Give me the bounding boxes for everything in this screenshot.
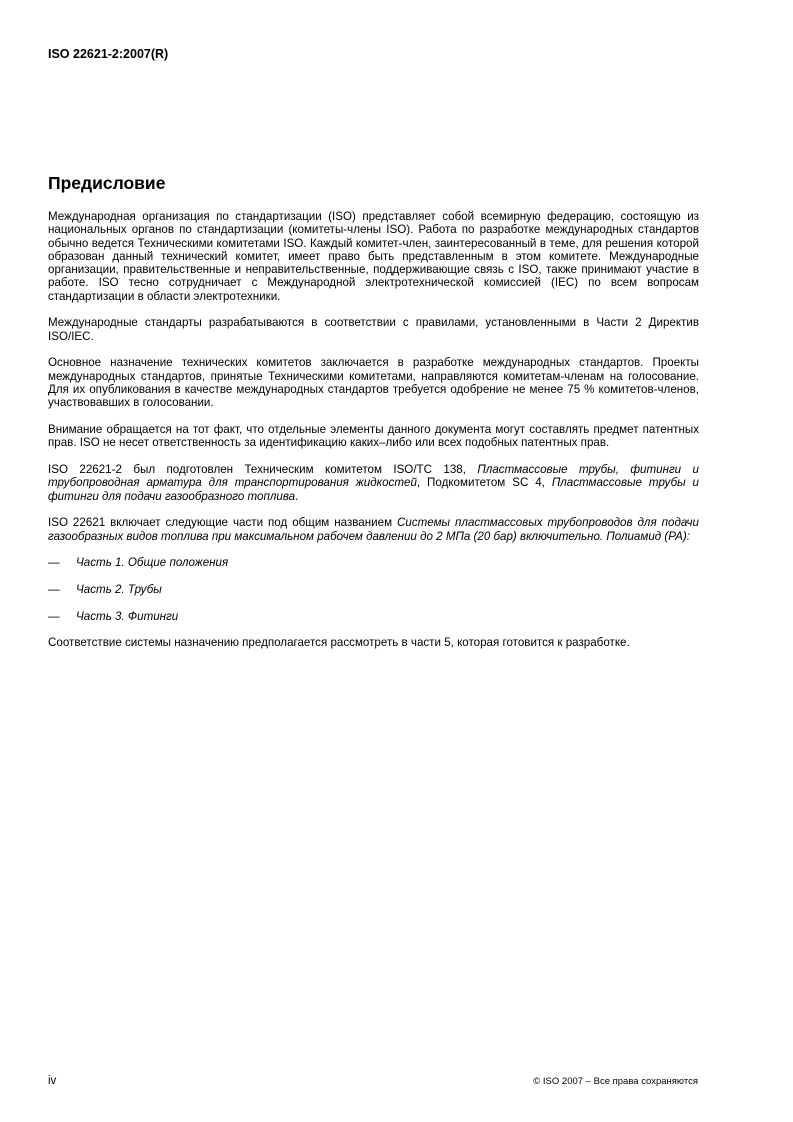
series-title: Системы пластмассовых трубопроводов для подачи газообразных видов топлива при максимальном рабочем давлении до 2 МПа (20 бар) включительно. Полиамид (PA): <box>48 516 699 543</box>
prepared-by-text-2: , Подкомитетом SC 4, <box>416 476 552 490</box>
paragraph-parts-intro <box>48 516 699 543</box>
dash-marker: — <box>48 609 60 623</box>
parts-intro-text: ISO 22621 включает следующие части под общим названием <box>48 516 398 530</box>
prepared-by-text: ISO 22621-2 был подготовлен Техническим комитетом ISO/TC 138, <box>48 463 478 477</box>
paragraph-part5: Соответствие системы назначению предполагается рассмотреть в части 5, которая готовится к разработке. <box>48 636 630 650</box>
list-item <box>48 556 699 569</box>
document-id: ISO 22621-2:2007(R) <box>48 47 169 61</box>
list-item-text: Часть 2. Трубы <box>76 582 162 596</box>
list-item <box>48 583 699 596</box>
paragraph-directives: Международные стандарты разрабатываются в соответствии с правилами, установленными в Части 2 Директив ISO/IEC. <box>48 316 699 343</box>
list-item-text: Часть 1. Общие положения <box>76 556 229 570</box>
list-item <box>48 610 699 623</box>
copyright-notice: © ISO 2007 – Все права сохраняются <box>533 1076 698 1087</box>
page-number: iv <box>48 1075 57 1087</box>
dash-marker: — <box>48 582 60 596</box>
paragraph-committees: Основное назначение технических комитетов заключается в разработке международных стандартов. Проекты международных стандартов, принятые Техническими комитетами, направляются комитетам-членам на голосование. Для их опубликования в качестве международных стандартов требуется одобрение не менее 75 % комитетов-членов, участвовавших в голосовании. <box>48 356 699 410</box>
page-title: Предисловие <box>48 173 166 193</box>
paragraph-prepared-by <box>48 463 699 503</box>
dash-marker: — <box>48 556 60 570</box>
paragraph-iso-overview: Международная организация по стандартизации (ISO) представляет собой всемирную федерацию, состоящую из национальных органов по стандартизации (комитеты-члены ISO). Работа по разработке международных стандартов обычно ведется Техническими комитетами ISO. Каждый комитет-член, заинтересованный в теме, для решения которой образован данный технический комитет, имеет право быть представленным в этом комитете. Международные организации, правительственные и неправительственные, поддерживающие связь с ISO, также принимают участие в работе. ISO тесно сотрудничает с Международной электротехнической комиссией (IEC) по всем вопросам стандартизации в области электротехники. <box>48 210 699 303</box>
foreword-body <box>48 210 699 663</box>
paragraph-patents: Внимание обращается на тот факт, что отдельные элементы данного документа могут составлять предмет патентных прав. ISO не несет ответственность за идентификацию каких–либо или всех подобных патентных прав. <box>48 423 699 450</box>
sc-title: Пластмассовые трубы и фитинги для подачи газообразного топлива <box>48 476 699 503</box>
tc-title: Пластмассовые трубы, фитинги и трубопроводная арматура для транспортирования жидкостей <box>48 463 699 490</box>
list-item-text: Часть 3. Фитинги <box>76 609 179 623</box>
prepared-by-end: . <box>295 489 299 503</box>
